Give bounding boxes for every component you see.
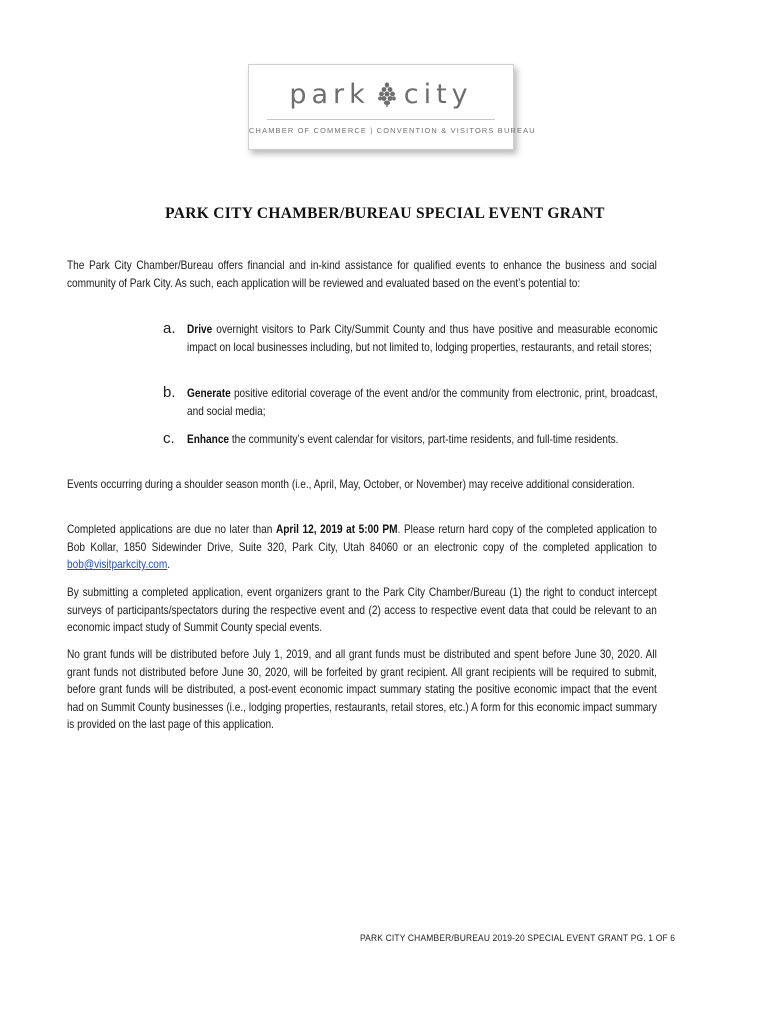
logo-tagline: CHAMBER OF COMMERCE | CONVENTION & VISITORS BUREAU — [249, 126, 536, 135]
deadline-prefix: Completed applications are due no later than — [67, 523, 276, 536]
deadline-paragraph — [67, 521, 657, 574]
document-title: PARK CITY CHAMBER/BUREAU SPECIAL EVENT GRANT — [165, 205, 605, 222]
criteria-letter-a: a. — [163, 320, 176, 337]
criteria-keyword: Generate — [187, 387, 231, 400]
criteria-item-drive — [187, 321, 658, 356]
intro-paragraph: The Park City Chamber/Bureau offers financial and in-kind assistance for qualified events to enhance the business and social community of Park City. As such, each application will be reviewed and evaluated based on the event’s potential to: — [67, 259, 657, 290]
logo-divider — [267, 119, 495, 120]
surveys-paragraph: By submitting a completed application, event organizers grant to the Park City Chamber/Bureau (1) the right to conduct intercept surveys of participants/spectators during the respective event and (2) access to respective event data that could be relevant to an economic impact study of Summit County special events. — [67, 586, 657, 635]
criteria-keyword: Drive — [187, 323, 213, 336]
criteria-letter-b: b. — [163, 384, 176, 401]
logo-word-city: city — [403, 79, 473, 110]
grant-funds-paragraph: No grant funds will be distributed before July 1, 2019, and all grant funds must be distributed and spent before June 30, 2020. All grant funds not distributed before June 30, 2020, will be forfeited by grant recipient. All grant recipients will be required to submit, before grant funds will be distributed, a post-event economic impact summary stating the positive economic impact that the event had on Summit County businesses (i.e., lodging properties, restaurants, retail stores, etc.) A form for this economic impact summary is provided on the last page of this application. — [67, 648, 657, 732]
contact-email-link[interactable]: bob@visitparkcity.com — [67, 558, 168, 572]
criteria-text: the community’s event calendar for visitors, part-time residents, and full-time residents. — [229, 433, 619, 446]
deadline-date: April 12, 2019 at 5:00 PM — [275, 523, 398, 536]
pinecone-icon — [376, 81, 398, 107]
criteria-item-generate — [187, 385, 658, 420]
shoulder-season-paragraph: Events occurring during a shoulder season month (i.e., April, May, October, or November) may receive additional consideration. — [67, 478, 635, 491]
deadline-middle: . Please return hard copy of the completed application to Bob Kollar, 1850 Sidewinder Drive, Suite 320, Park City, Utah 84060 or an electronic copy of the completed application to — [67, 523, 657, 554]
deadline-suffix: . — [167, 558, 171, 572]
criteria-text: positive editorial coverage of the event and/or the community from electronic, print, broadcast, and social media; — [187, 387, 658, 418]
criteria-item-enhance — [187, 431, 658, 449]
criteria-text: overnight visitors to Park City/Summit County and thus have positive and measurable economic impact on local businesses including, but not limited to, lodging properties, restaurants, and retail stores; — [187, 323, 658, 354]
criteria-letter-c: c. — [163, 430, 175, 447]
criteria-keyword: Enhance — [187, 433, 230, 446]
page-footer: PARK CITY CHAMBER/BUREAU 2019-20 SPECIAL EVENT GRANT PG. 1 OF 6 — [360, 932, 676, 943]
park-city-logo — [248, 64, 536, 150]
logo-wordmark — [249, 79, 513, 110]
logo-word-park: park — [289, 79, 370, 110]
